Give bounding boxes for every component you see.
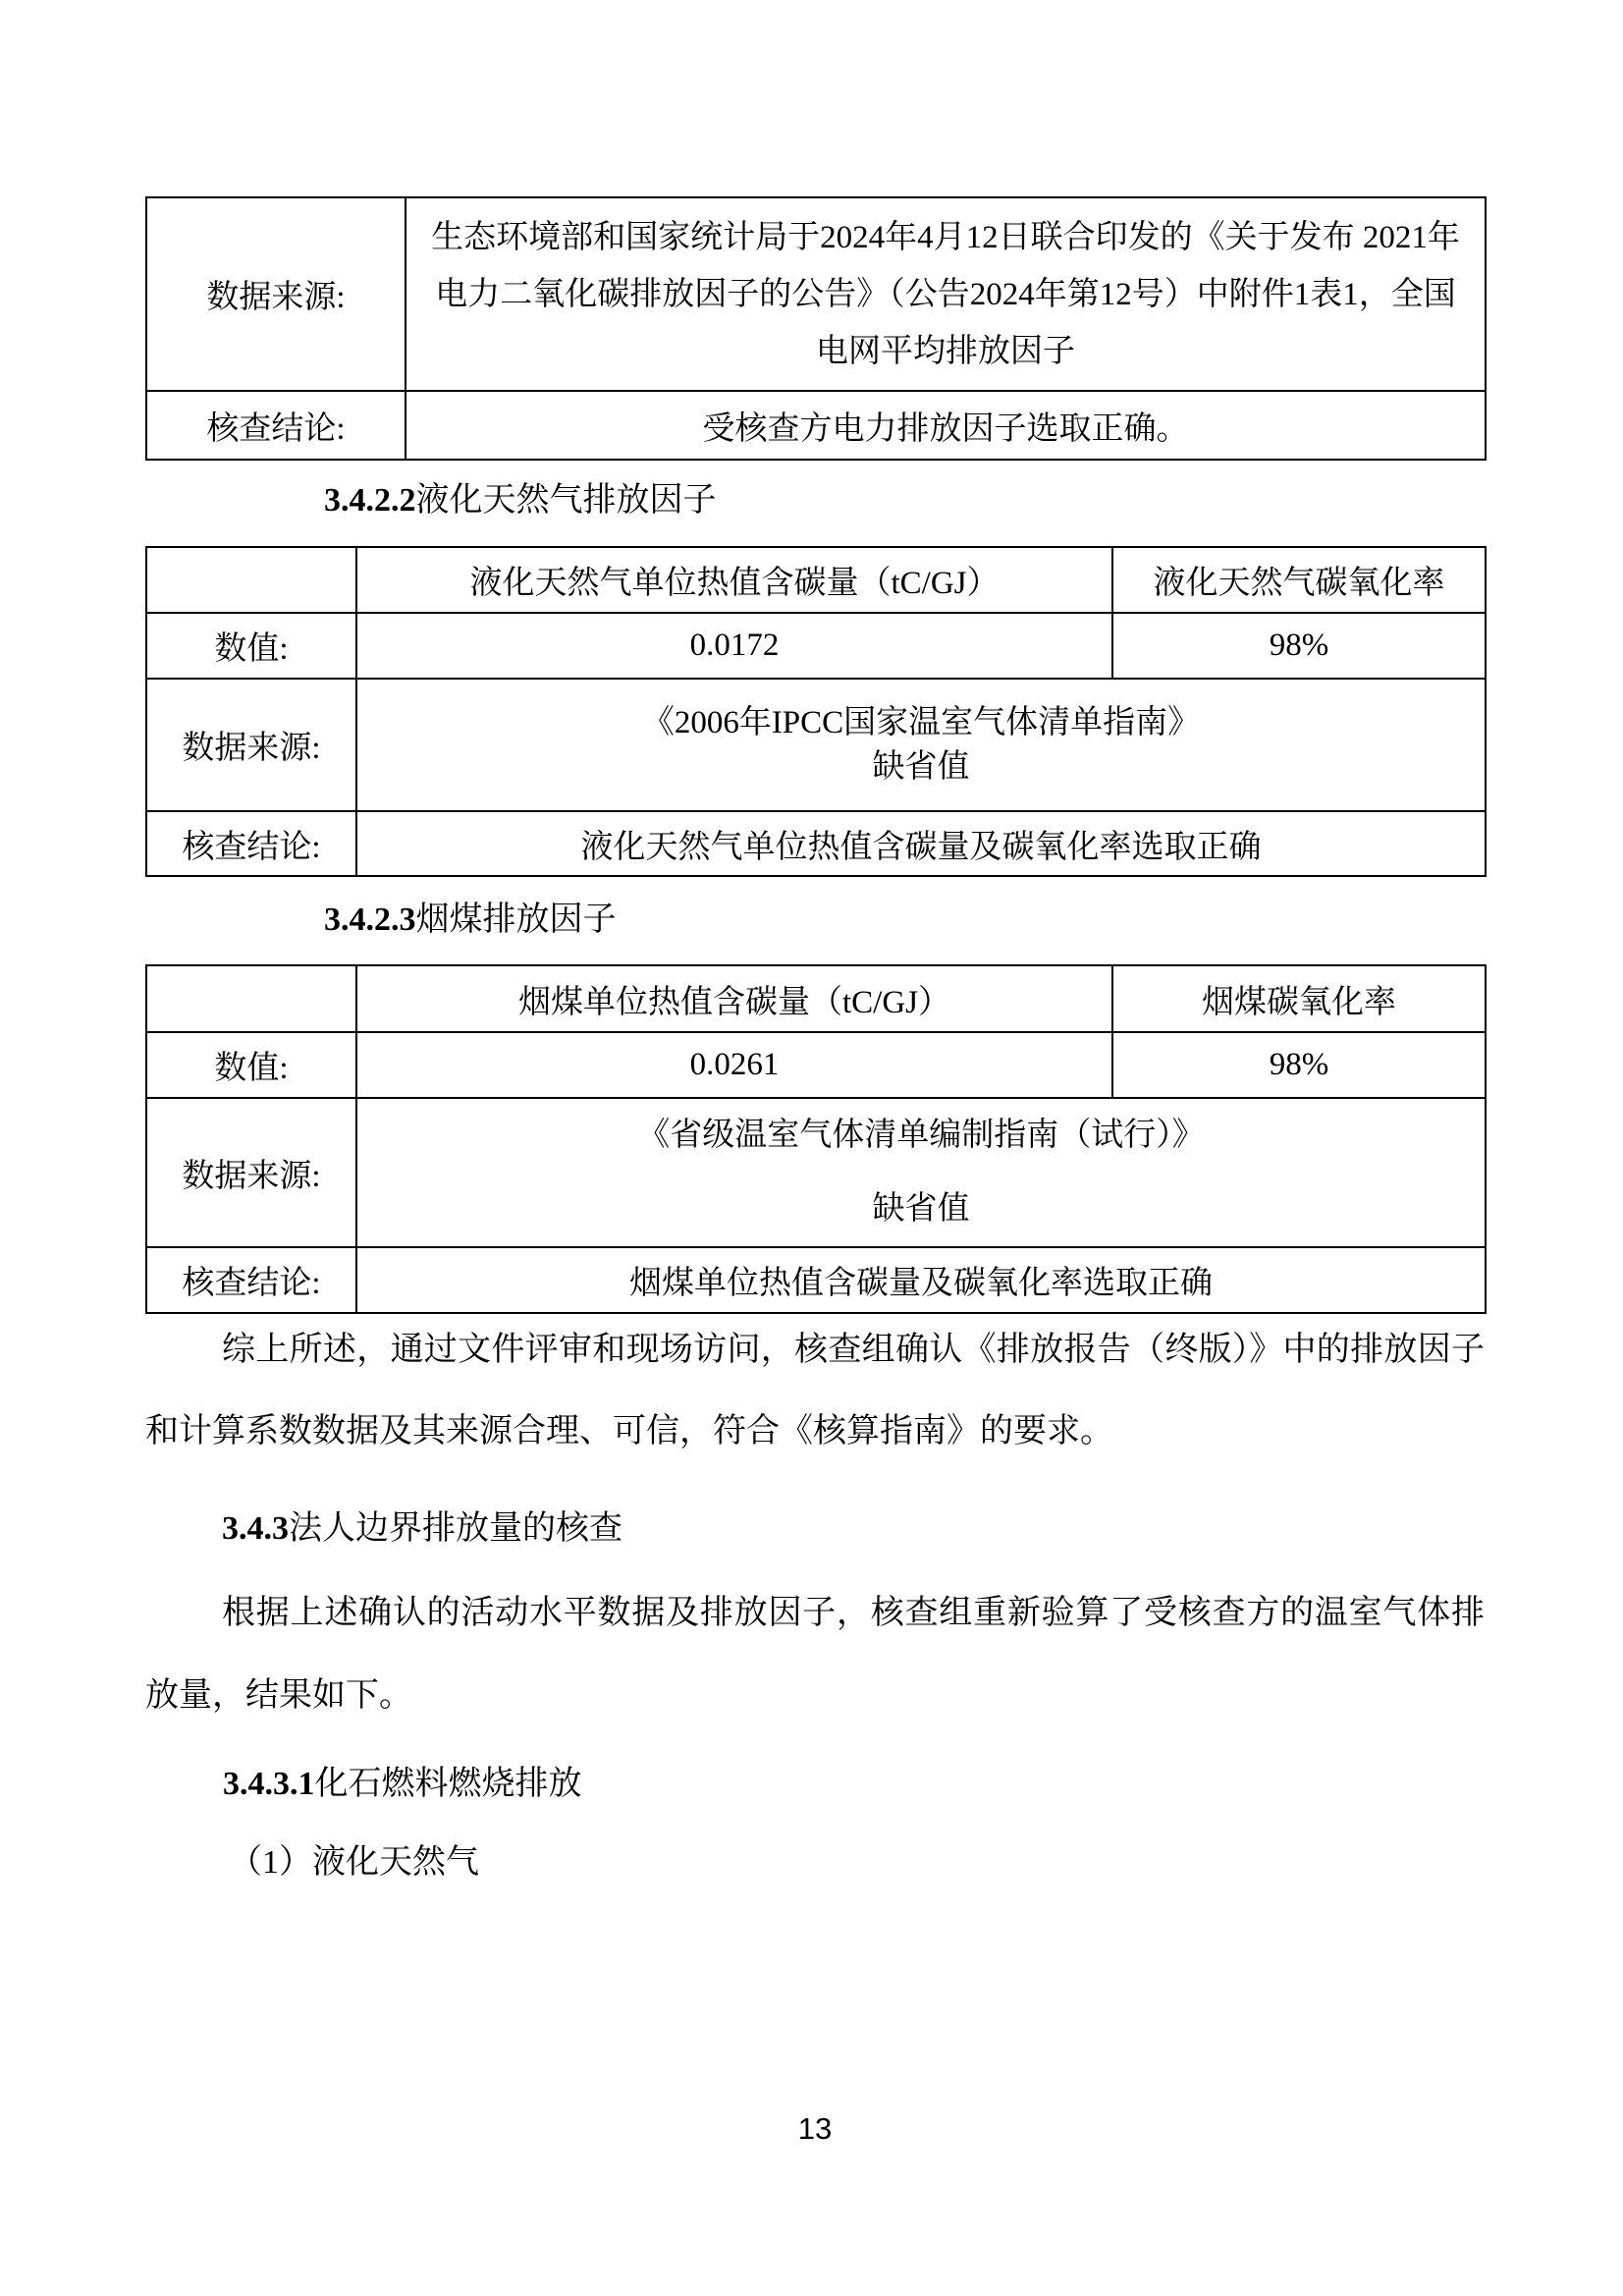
carbon-content-value-cell: 0.0172 <box>356 613 1112 679</box>
section-heading-coal-emission-factor <box>324 899 617 942</box>
table-row <box>146 1247 1486 1313</box>
table-row <box>146 1032 1486 1098</box>
data-source-line: 电网平均排放因子 <box>816 333 1075 369</box>
data-source-line: 电力二氧化碳排放因子的公告》（公告2024年第12号）中附件1表1，全国 <box>435 276 1456 312</box>
table-row <box>146 965 1486 1032</box>
conclusion-label-cell: 核查结论: <box>146 1247 356 1313</box>
summary-paragraph: 综上所述，通过文件评审和现场访问，核查组确认《排放报告（终版）》中的排放因子和计算系数数据及其来源合理、可信，符合《核算指南》的要求。 <box>145 1332 1485 1449</box>
conclusion-value-cell: 受核查方电力排放因子选取正确。 <box>406 391 1486 460</box>
conclusion-value-cell: 烟煤单位热值含碳量及碳氧化率选取正确 <box>356 1247 1486 1313</box>
heading-number: 3.4.2.2 <box>324 482 416 519</box>
value-label-cell: 数值: <box>146 613 356 679</box>
data-source-line: 缺省值 <box>872 1191 970 1227</box>
empty-corner-cell <box>146 547 356 613</box>
conclusion-label-cell: 核查结论: <box>146 391 406 460</box>
heading-title: 液化天然气排放因子 <box>415 482 717 519</box>
data-source-label-cell: 数据来源: <box>146 1098 356 1247</box>
carbon-content-header-cell: 烟煤单位热值含碳量（tC/GJ） <box>356 965 1112 1032</box>
coal-factor-table <box>145 964 1487 1314</box>
heading-number: 3.4.2.3 <box>324 902 416 938</box>
list-item-lng: （1）液化天然气 <box>229 1844 479 1881</box>
data-source-label-cell: 数据来源: <box>146 197 406 391</box>
carbon-content-header-cell: 液化天然气单位热值含碳量（tC/GJ） <box>356 547 1112 613</box>
data-source-line: 《2006年IPCC国家温室气体清单指南》 <box>641 704 1201 740</box>
data-source-label-cell: 数据来源: <box>146 679 356 811</box>
section-heading-fossil-fuel <box>223 1763 582 1806</box>
data-source-value-cell <box>356 1098 1486 1247</box>
table-row <box>146 547 1486 613</box>
data-source-value-cell <box>356 679 1486 811</box>
data-source-line: 《省级温室气体清单编制指南（试行）》 <box>637 1118 1205 1153</box>
oxidation-rate-value-cell: 98% <box>1112 1032 1486 1098</box>
carbon-content-value-cell: 0.0261 <box>356 1032 1112 1098</box>
oxidation-rate-value-cell: 98% <box>1112 613 1486 679</box>
heading-title: 烟煤排放因子 <box>415 902 617 938</box>
conclusion-value-cell: 液化天然气单位热值含碳量及碳氧化率选取正确 <box>356 811 1486 876</box>
electricity-factor-table <box>145 196 1487 461</box>
oxidation-rate-header-cell: 液化天然气碳氧化率 <box>1112 547 1486 613</box>
table-row <box>146 613 1486 679</box>
table-row <box>146 391 1486 460</box>
recalculation-paragraph: 根据上述确认的活动水平数据及排放因子，核查组重新验算了受核查方的温室气体排放量，结果如下。 <box>145 1595 1485 1714</box>
heading-title: 化石燃料燃烧排放 <box>314 1766 582 1802</box>
data-source-line: 生态环境部和国家统计局于2024年4月12日联合印发的《关于发布 2021年 <box>431 219 1460 255</box>
oxidation-rate-header-cell: 烟煤碳氧化率 <box>1112 965 1486 1032</box>
empty-corner-cell <box>146 965 356 1032</box>
section-heading-lng-emission-factor <box>324 479 717 522</box>
table-row <box>146 1098 1486 1247</box>
table-row <box>146 811 1486 876</box>
heading-number: 3.4.3.1 <box>223 1766 315 1802</box>
section-heading-legal-boundary <box>222 1507 622 1551</box>
conclusion-label-cell: 核查结论: <box>146 811 356 876</box>
data-source-line: 缺省值 <box>872 748 970 785</box>
heading-number: 3.4.3 <box>222 1510 289 1547</box>
value-label-cell: 数值: <box>146 1032 356 1098</box>
page-number: 13 <box>797 2111 833 2146</box>
data-source-value-cell <box>406 197 1486 391</box>
table-row <box>146 197 1486 391</box>
lng-factor-table <box>145 546 1487 877</box>
table-row <box>146 679 1486 811</box>
heading-title: 法人边界排放量的核查 <box>289 1510 622 1547</box>
